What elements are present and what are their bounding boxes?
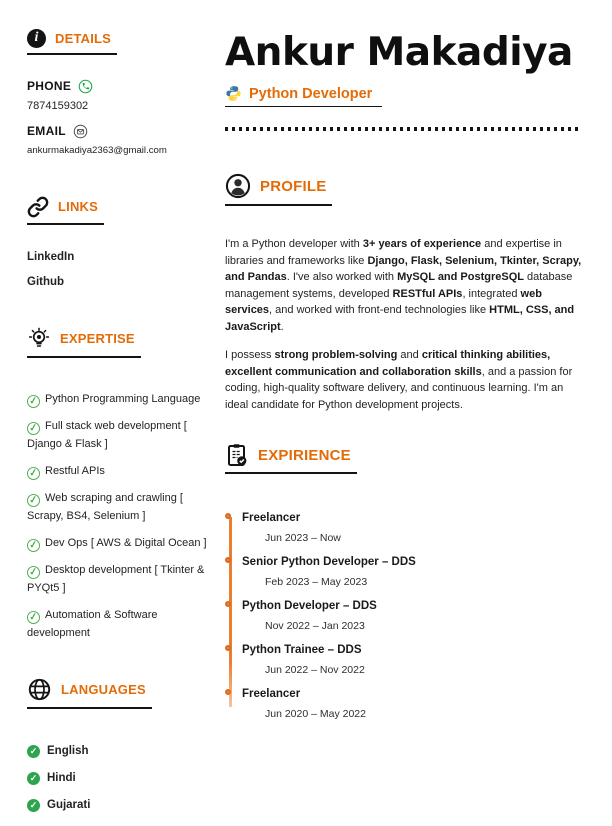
link-icon	[27, 196, 49, 218]
expertise-item: ✓ Web scraping and crawling [ Scrapy, BS4, Selenium ]	[27, 491, 183, 522]
profile-title: PROFILE	[260, 177, 327, 195]
language-item: ✓ Hindi	[27, 772, 215, 785]
role-heading	[225, 85, 382, 107]
timeline-dot	[225, 557, 231, 563]
experience-timeline	[225, 510, 583, 721]
person-icon	[225, 173, 251, 199]
profile-section-heading	[225, 173, 332, 206]
timeline-dot	[225, 645, 231, 651]
details-title: DETAILS	[55, 30, 112, 46]
dotted-divider	[225, 127, 581, 131]
details-section-heading	[27, 29, 117, 55]
check-circle-icon: ✓	[26, 538, 41, 553]
expertise-item: ✓ Automation & Software development	[27, 608, 158, 639]
sidebar	[27, 28, 215, 826]
email-label-row	[27, 124, 215, 139]
experience-period: Jun 2022 – Nov 2022	[265, 664, 365, 676]
expertise-item: ✓ Dev Ops [ AWS & Digital Ocean ]	[27, 534, 215, 552]
phone-value: 7874159302	[27, 99, 89, 112]
check-circle-icon: ✓	[26, 610, 41, 625]
check-circle-icon: ✓	[26, 466, 41, 481]
candidate-name: Ankur Makadiya	[225, 30, 573, 75]
experience-item	[242, 642, 583, 677]
timeline-dot	[225, 689, 231, 695]
phone-label: PHONE	[27, 79, 72, 93]
experience-role: Freelancer	[242, 512, 301, 524]
email-icon	[73, 124, 88, 139]
timeline-dot	[225, 513, 231, 519]
email-value: ankurmakadiya2363@gmail.com	[27, 144, 167, 156]
globe-icon	[27, 677, 52, 702]
experience-item	[242, 598, 583, 633]
experience-role: Freelancer	[242, 688, 301, 700]
experience-item	[242, 554, 583, 589]
links-title: LINKS	[58, 199, 98, 214]
experience-item	[242, 686, 583, 721]
check-circle-icon: ✓	[26, 493, 41, 508]
info-icon: i	[27, 29, 46, 48]
expertise-item: ✓ Restful APIs	[27, 462, 215, 480]
link-linkedin[interactable]: LinkedIn	[27, 250, 75, 263]
check-circle-icon: ✓	[26, 565, 41, 580]
email-label: EMAIL	[27, 124, 66, 138]
experience-title: EXPIRIENCE	[258, 446, 351, 464]
main-content	[225, 30, 583, 730]
phone-label-row	[27, 79, 215, 94]
python-logo-icon	[225, 85, 242, 102]
links-section-heading	[27, 196, 104, 225]
expertise-item: ✓ Python Programming Language	[27, 390, 215, 408]
language-item: ✓ English	[27, 745, 215, 758]
check-solid-icon: ✓	[27, 799, 40, 812]
experience-period: Jun 2023 – Now	[265, 532, 341, 544]
expertise-title: EXPERTISE	[60, 331, 135, 346]
profile-paragraph-1: I'm a Python developer with 3+ years of experience and expertise in libraries and frameworks like Django, Flask, Selenium, Tkinter, Scrapy, and Pandas. I've also worked with MySQL and PostgreSQL database management systems, developed RESTful APIs, integrated web services, and worked with front-end technologies like HTML, CSS, and JavaScript.	[225, 238, 582, 333]
profile-paragraph-2: I possess strong problem-solving and critical thinking abilities, excellent communication and collaboration skills, and a passion for coding, high-quality software delivery, and continuous learning. I'm an ideal candidate for Python development projects.	[225, 349, 573, 411]
check-circle-icon: ✓	[26, 394, 41, 409]
experience-period: Nov 2022 – Jan 2023	[265, 620, 365, 632]
bulb-icon	[27, 327, 51, 351]
experience-item	[242, 510, 583, 545]
expertise-section-heading	[27, 327, 141, 358]
clipboard-check-icon	[225, 443, 249, 467]
check-solid-icon: ✓	[27, 745, 40, 758]
phone-icon	[78, 79, 93, 94]
experience-role: Python Developer – DDS	[242, 600, 377, 612]
expertise-item: ✓ Full stack web development [ Django & Flask ]	[27, 419, 187, 450]
check-solid-icon: ✓	[27, 772, 40, 785]
timeline-line	[229, 517, 232, 707]
experience-section-heading	[225, 443, 357, 474]
timeline-dot	[225, 601, 231, 607]
language-item: ✓ Gujarati	[27, 799, 215, 812]
experience-period: Feb 2023 – May 2023	[265, 576, 368, 588]
experience-role: Python Trainee – DDS	[242, 644, 362, 656]
languages-title: LANGUAGES	[61, 681, 146, 697]
languages-section-heading	[27, 677, 152, 709]
experience-period: Jun 2020 – May 2022	[265, 708, 366, 720]
expertise-item: ✓ Desktop development [ Tkinter & PYQt5 ]	[27, 563, 205, 594]
role-title: Python Developer	[249, 85, 373, 102]
check-circle-icon: ✓	[26, 421, 41, 436]
link-github[interactable]: Github	[27, 275, 65, 288]
experience-role: Senior Python Developer – DDS	[242, 556, 416, 568]
